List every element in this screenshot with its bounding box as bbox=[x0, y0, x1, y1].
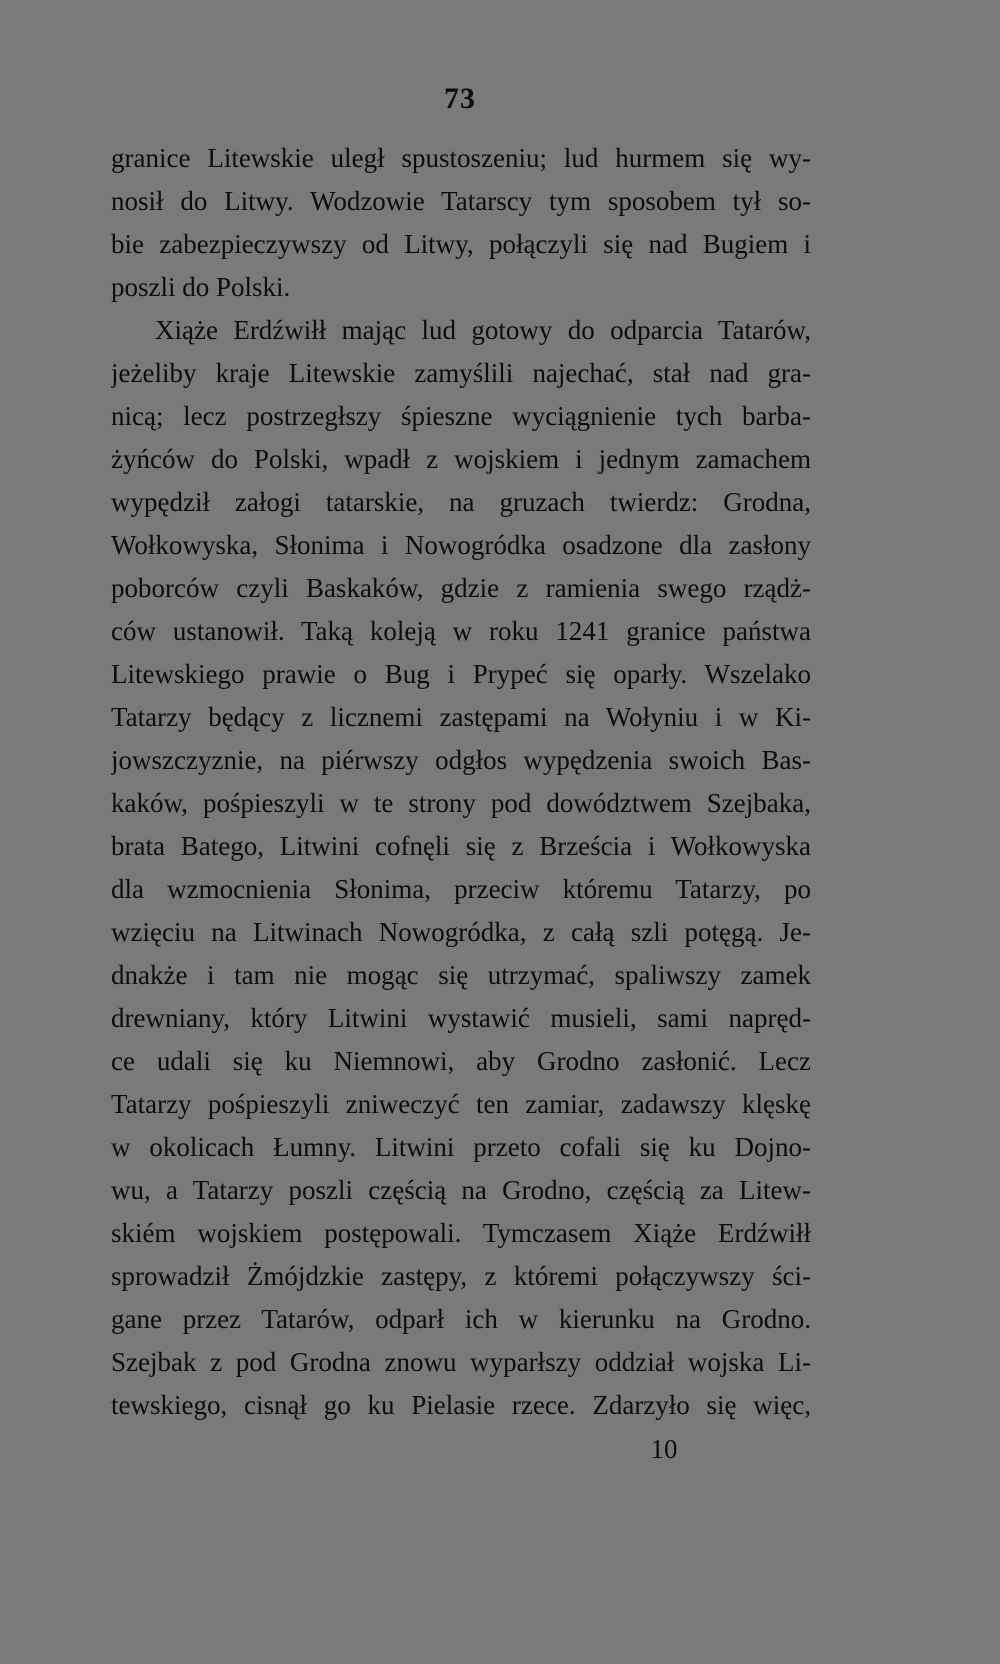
signature-mark: 10 bbox=[650, 1434, 678, 1464]
text-line: sprowadził Żmójdzkie zastępy, z któremi połączywszy ści- bbox=[111, 1261, 811, 1291]
text-line: granice Litewskie uległ spustoszeniu; lud hurmem się wy- bbox=[111, 143, 811, 173]
text-line: poborców czyli Baskaków, gdzie z ramienia swego rządż- bbox=[111, 573, 811, 603]
text-line: wu, a Tatarzy poszli częścią na Grodno, częścią za Litew- bbox=[111, 1175, 811, 1205]
text-line: nosił do Litwy. Wodzowie Tatarscy tym sposobem tył so- bbox=[111, 186, 811, 216]
text-line: brata Batego, Litwini cofnęli się z Brześcia i Wołkowyska bbox=[111, 831, 811, 861]
text-line: dnakże i tam nie mogąc się utrzymać, spaliwszy zamek bbox=[111, 960, 811, 990]
text-line: Xiąże Erdźwiłł mając lud gotowy do odparcia Tatarów, bbox=[155, 315, 811, 345]
text-line: żyńców do Polski, wpadł z wojskiem i jednym zamachem bbox=[111, 444, 811, 474]
text-line: skiém wojskiem postępowali. Tymczasem Xiąże Erdźwiłł bbox=[111, 1218, 811, 1248]
text-line: dla wzmocnienia Słonima, przeciw któremu Tatarzy, po bbox=[111, 874, 811, 904]
text-line: w okolicach Łumny. Litwini przeto cofali się ku Dojno- bbox=[111, 1132, 811, 1162]
text-line: gane przez Tatarów, odparł ich w kierunku na Grodno. bbox=[111, 1304, 811, 1334]
text-line: Tatarzy będący z licznemi zastępami na Wołyniu i w Ki- bbox=[111, 702, 811, 732]
text-line: Tatarzy pośpieszyli zniweczyć ten zamiar, zadawszy klęskę bbox=[111, 1089, 811, 1119]
text-line: Litewskiego prawie o Bug i Prypeć się oparły. Wszelako bbox=[111, 659, 811, 689]
text-line: jowszczyznie, na piérwszy odgłos wypędzenia swoich Bas- bbox=[111, 745, 811, 775]
text-line: nicą; lecz postrzegłszy śpieszne wyciągnienie tych barba- bbox=[111, 401, 811, 431]
body-text bbox=[111, 137, 811, 1427]
text-line: jeżeliby kraje Litewskie zamyślili najechać, stał nad gra- bbox=[111, 358, 811, 388]
text-line: wypędził załogi tatarskie, na gruzach twierdz: Grodna, bbox=[111, 487, 811, 517]
text-line: bie zabezpieczywszy od Litwy, połączyli się nad Bugiem i bbox=[111, 229, 811, 259]
text-line: tewskiego, cisnął go ku Pielasie rzece. Zdarzyło się więc, bbox=[111, 1390, 811, 1420]
page-number: 73 bbox=[444, 82, 476, 115]
text-line: ców ustanowił. Taką koleją w roku 1241 granice państwa bbox=[111, 616, 811, 646]
text-line: poszli do Polski. bbox=[111, 272, 291, 302]
text-line: Wołkowyska, Słonima i Nowogródka osadzone dla zasłony bbox=[111, 530, 811, 560]
text-line: Szejbak z pod Grodna znowu wyparłszy oddział wojska Li- bbox=[111, 1347, 811, 1377]
text-line: drewniany, który Litwini wystawić musieli, sami napręd- bbox=[111, 1003, 811, 1033]
text-line: ce udali się ku Niemnowi, aby Grodno zasłonić. Lecz bbox=[111, 1046, 811, 1076]
text-line: wzięciu na Litwinach Nowogródka, z całą szli potęgą. Je- bbox=[111, 917, 811, 947]
text-line: kaków, pośpieszyli w te strony pod dowództwem Szejbaka, bbox=[111, 788, 811, 818]
